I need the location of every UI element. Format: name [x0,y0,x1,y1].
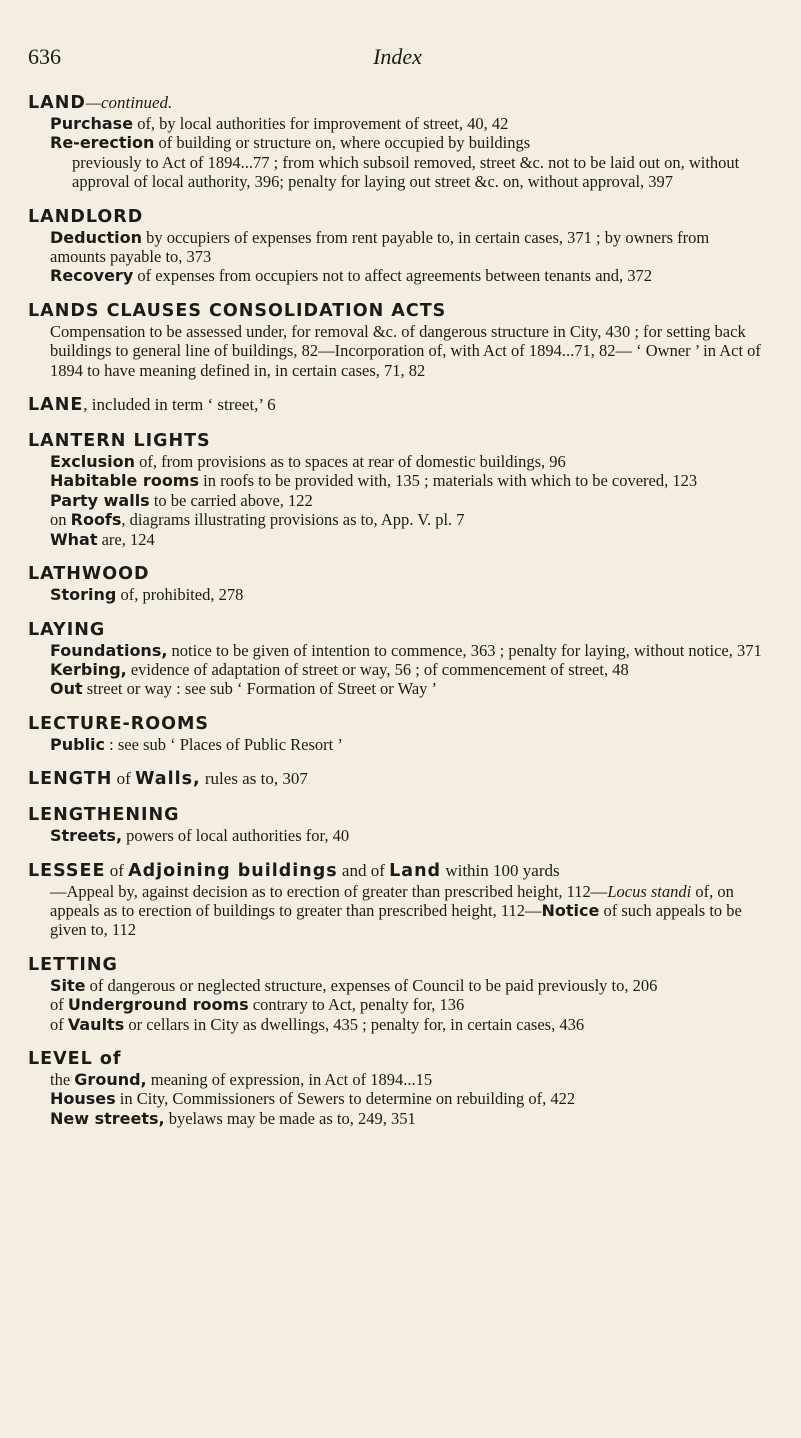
subentry: the Ground, meaning of expression, in Act of 1894...15 [50,1069,433,1089]
entry-lecture-rooms [28,713,767,754]
entry-letting [28,954,767,1034]
subentry: Public : see sub ‘ Places of Public Resort ’ [50,734,343,754]
subentry: Site of dangerous or neglected structure, expenses of Council to be paid previously to, 206 [50,975,658,995]
entry-landlord [28,206,767,286]
entry-heading: LANDS CLAUSES CONSOLIDATION ACTS [28,300,447,321]
page-number: 636 [28,44,61,69]
entry-lathwood [28,563,767,604]
entry-heading: LENGTHENING [28,805,180,826]
subentry: Party walls to be carried above, 122 [50,490,313,510]
entry-heading: LEVEL of [28,1048,122,1069]
entry-lessee [28,860,767,940]
entry-heading: LECTURE-ROOMS [28,713,210,734]
subentry: on Roofs, diagrams illustrating provisions as to, App. V. pl. 7 [50,510,465,530]
entry-lands-clauses [28,300,767,380]
entry-body: Compensation to be assessed under, for removal &c. of dangerous structure in City, 430 ; for setting back buildings to general line of buildings, 82—Incorporation of, with Act of 1894...71, 82— ‘ Owner ’ in Act of 1894 to have meaning defined in, in certain cases, 71, 82 [50,321,761,380]
subentry: Deduction by occupiers of expenses from rent payable to, in certain cases, 371 ; by owners from amounts payable to, 373 [50,227,710,267]
subentry: Houses in City, Commissioners of Sewers to determine on rebuilding of, 422 [50,1089,576,1109]
subentry: Storing of, prohibited, 278 [50,585,244,605]
subentry: Purchase of, by local authorities for improvement of street, 40, 42 [50,114,509,133]
entry-heading: LAND—continued. [28,93,173,113]
entry-heading: LANE, included in term ‘ street,’ 6 [28,395,276,416]
subentry: Re-erection of building or structure on, where occupied by buildings previously to Act of 1894...77 ; from which subsoil removed, street &c. not to be laid out on, without approval of local authority, 396; penalty for laying out street &c. on, without approval, 397 [50,133,740,192]
entry-land [28,92,767,192]
entry-heading: LANTERN LIGHTS [28,431,211,452]
subentry: Out street or way : see sub ‘ Formation of Street or Way ’ [50,679,438,699]
subentry: Kerbing, evidence of adaptation of street or way, 56 ; of commencement of street, 48 [50,659,629,679]
subentry: Foundations, notice to be given of intention to commence, 363 ; penalty for laying, without notice, 371 [50,640,762,660]
subentry: Habitable rooms in roofs to be provided with, 135 ; materials with which to be covered, 123 [50,471,698,491]
entry-lane [28,394,767,416]
entry-level [28,1048,767,1128]
entry-heading: LENGTH of Walls, rules as to, 307 [28,769,308,790]
running-head: Index [373,44,422,69]
subentry: Recovery of expenses from occupiers not to affect agreements between tenants and, 372 [50,266,653,286]
subentry: New streets, byelaws may be made as to, 249, 351 [50,1108,416,1128]
entry-lantern-lights [28,430,767,549]
entry-body: —Appeal by, against decision as to erection of greater than prescribed height, 112—Locus standi of, on appeals as to erection of buildings to greater than prescribed height, 112—Notice of such appeals to be given to, 112 [50,881,742,940]
subentry: Exclusion of, from provisions as to spaces at rear of domestic buildings, 96 [50,452,566,472]
subentry: of Underground rooms contrary to Act, penalty for, 136 [50,995,465,1015]
entry-heading: LETTING [28,954,118,975]
entry-lengthening [28,804,767,845]
subentry: of Vaults or cellars in City as dwellings, 435 ; penalty for, in certain cases, 436 [50,1014,585,1034]
entry-heading: LESSEE of Adjoining buildings and of Land within 100 yards [28,860,560,881]
subentry: What are, 124 [50,529,155,549]
page-header [28,44,767,78]
entry-heading: LATHWOOD [28,564,150,585]
subentry: Streets, powers of local authorities for, 40 [50,826,350,846]
entry-length [28,768,767,790]
entry-heading: LAYING [28,619,106,640]
entry-heading: LANDLORD [28,206,144,227]
entry-laying [28,619,767,699]
